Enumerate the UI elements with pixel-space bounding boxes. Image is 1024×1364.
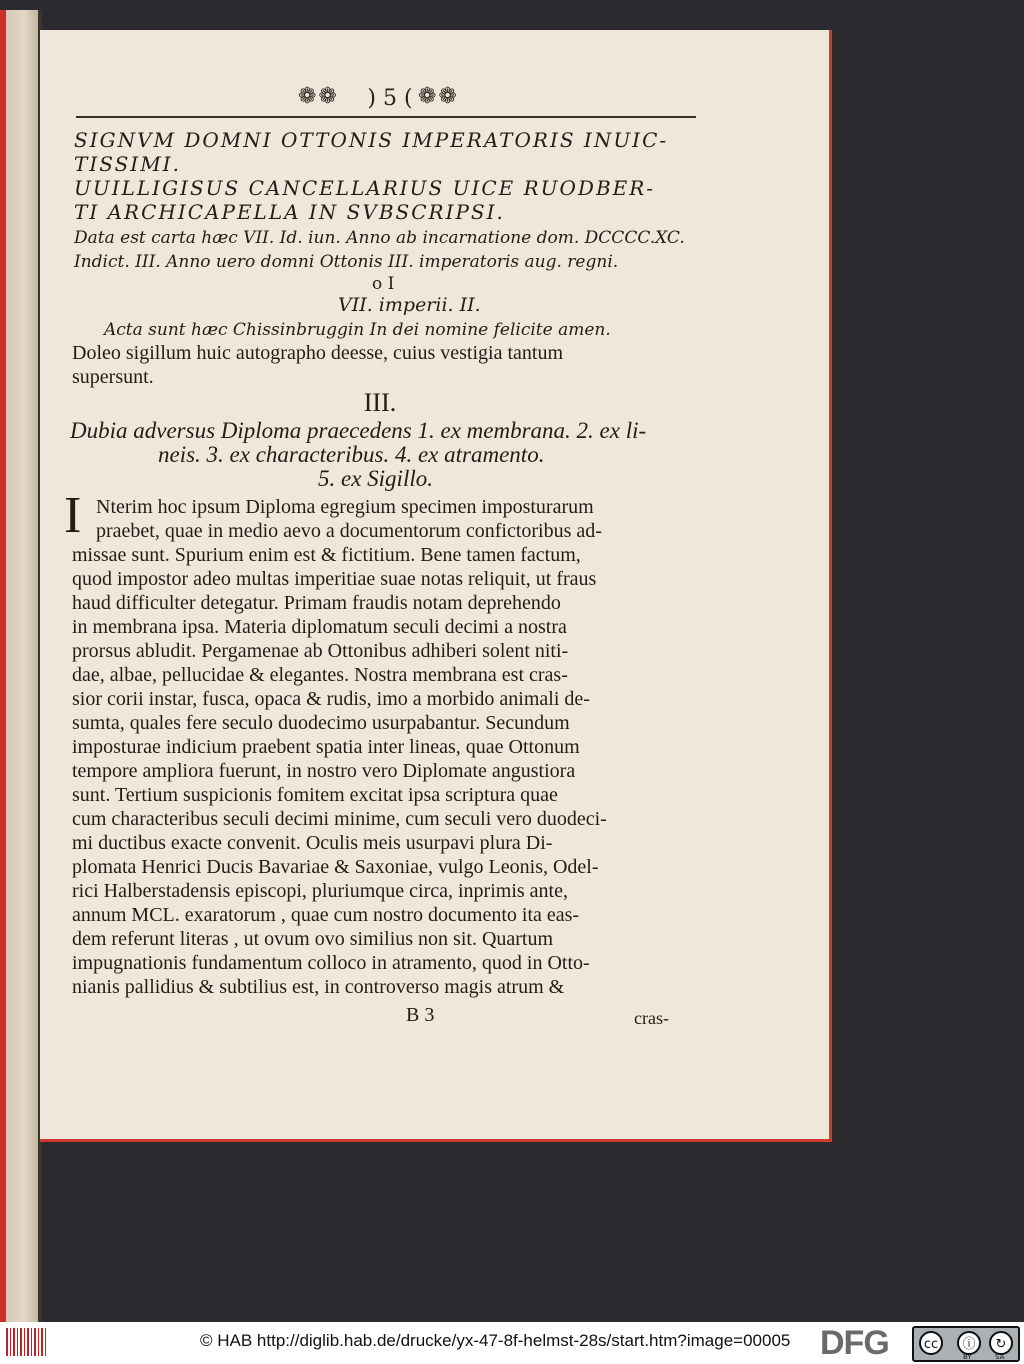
body-line: prorsus abludit. Pergamenae ab Ottonibus adhiberi solent niti- [72,640,569,662]
dating-line-2: Indict. III. Anno uero domni Ottonis III. imperatoris aug. regni. [74,252,619,272]
subscription-line-3: UUILLIGISUS CANCELLARIUS UICE RUODBER- [74,176,656,200]
body-line: sumta, quales fere seculo duodecimo usurpabantur. Secundum [72,712,570,734]
body-line: rici Halberstadensis episcopi, pluriumque circa, inprimis ante, [72,880,568,902]
drop-cap: I [64,487,82,544]
dating-line-4: Acta sunt hæc Chissinbruggin In dei nomine felicite amen. [104,320,611,340]
dating-superscript: o I [372,274,395,294]
license-by-label: BY [963,1353,972,1361]
body-line: praebet, quae in medio aevo a documentorum confictoribus ad- [96,520,602,542]
signature-mark: B 3 [406,1004,435,1026]
subscription-line-2: TISSIMI. [74,152,181,176]
body-line: imposturae indicium praebent spatia inter lineas, quae Ottonum [72,736,580,758]
note-line-2: supersunt. [72,366,154,388]
ornament-right: ❁❁ [418,84,459,109]
body-line: mi ductibus exacte convenit. Oculis meis usurpavi plura Di- [72,832,553,854]
body-line: missae sunt. Spurium enim est & fictitium. Bene tamen factum, [72,544,581,566]
copyright-link[interactable]: © HAB http://diglib.hab.de/drucke/yx-47-8f-helmst-28s/start.htm?image=00005 [200,1331,791,1350]
subscription-line-1: SIGNVM DOMNI OTTONIS IMPERATORIS INUIC- [74,128,669,152]
adjacent-page-red-edge [0,10,6,1340]
subscription-line-4: TI ARCHICAPELLA IN SVBSCRIPSI. [74,200,505,224]
body-line: quod impostor adeo multas imperitiae suae notas reliquit, ut fraus [72,568,597,590]
sa-share-alike-icon: ↻ [989,1331,1013,1355]
header-rule [76,116,696,118]
note-line-1: Doleo sigillum huic autographo deesse, cuius vestigia tantum [72,342,564,364]
body-line: dem referunt literas , ut ovum ovo similius non sit. Quartum [72,928,554,950]
section-title-line-3: 5. ex Sigillo. [318,466,433,491]
license-sa-label: SA [995,1353,1005,1361]
section-title-line-2: neis. 3. ex characteribus. 4. ex atramento. [158,442,545,467]
page-number: ) 5 ( [367,86,413,111]
cc-license-badge[interactable] [912,1326,1020,1362]
body-line: dae, albae, pellucidae & elegantes. Nostra membrana est cras- [72,664,568,686]
body-line: haud difficulter detegatur. Primam fraudis notam deprehendo [72,592,561,614]
body-line: plomata Henrici Ducis Bavariae & Saxoniae, vulgo Leonis, Odel- [72,856,599,878]
by-attribution-icon: ⓘ [957,1331,981,1355]
dfg-logo: DFG [820,1324,889,1362]
ornament-left: ❁❁ [298,84,339,109]
catchword: cras- [634,1008,669,1028]
barcode-icon [6,1328,46,1356]
section-number: III. [363,388,397,417]
section-title-line-1: Dubia adversus Diploma praecedens 1. ex membrana. 2. ex li- [70,418,647,443]
body-line: sunt. Tertium suspicionis fomitem excitat ipsa scriptura quae [72,784,558,806]
body-line: annum MCL. exaratorum , quae cum nostro documento ita eas- [72,904,580,926]
dating-line-1: Data est carta hæc VII. Id. iun. Anno ab incarnatione dom. DCCCC.XC. [74,228,685,248]
body-line: Nterim hoc ipsum Diploma egregium specimen imposturarum [96,496,594,518]
body-line: sior corii instar, fusca, opaca & rudis, imo a morbido animali de- [72,688,590,710]
dating-line-3: VII. imperii. II. [338,294,481,316]
body-line: tempore ampliora fuerunt, in nostro vero Diplomate angustiora [72,760,576,782]
body-line: cum characteribus seculi decimi minime, cum seculi vero duodeci- [72,808,607,830]
body-line: nianis pallidius & subtilius est, in controverso magis atrum & [72,976,565,998]
body-line: impugnationis fundamentum colloco in atramento, quod in Otto- [72,952,590,974]
adjacent-page-edge [0,10,40,1340]
body-line: in membrana ipsa. Materia diplomatum seculi decimi a nostra [72,616,567,638]
cc-icon: cc [919,1331,943,1355]
